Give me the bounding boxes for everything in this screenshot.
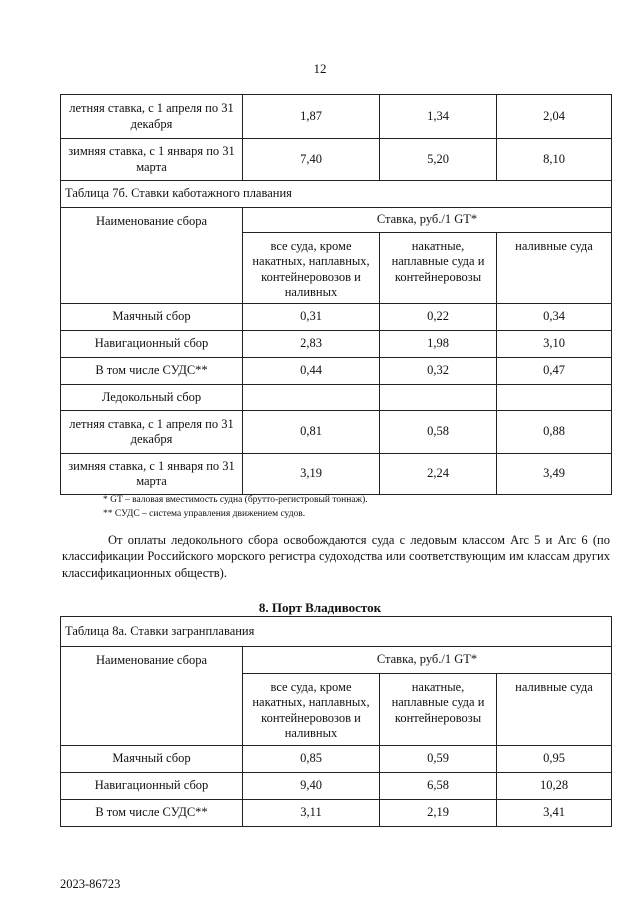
rate-cell: 0,95: [497, 746, 612, 773]
rate-cell: 3,49: [497, 454, 612, 495]
column-header-all-vessels: все суда, кроме накатных, наплавных, контейнеровозов и наливных: [243, 674, 380, 746]
rate-cell: 1,87: [243, 95, 380, 139]
table-caption-row: [61, 617, 612, 647]
rate-cell: 3,10: [497, 331, 612, 358]
rate-cell: 1,34: [380, 95, 497, 139]
table-row: [61, 800, 612, 827]
fee-name-cell: Маячный сбор: [61, 746, 243, 773]
table-7b-cabotage-rates: [60, 94, 612, 495]
column-header-tankers: наливные суда: [497, 233, 612, 304]
fee-name-cell: Навигационный сбор: [61, 331, 243, 358]
fee-name-cell: В том числе СУДС**: [61, 800, 243, 827]
rate-cell: 2,19: [380, 800, 497, 827]
fee-name-header: Наименование сбора: [61, 208, 243, 304]
table-row: [61, 454, 612, 495]
rate-cell: 10,28: [497, 773, 612, 800]
rate-cell: 2,83: [243, 331, 380, 358]
rate-cell: 5,20: [380, 139, 497, 181]
table-row: [61, 139, 612, 181]
rate-cell: 0,31: [243, 304, 380, 331]
rate-cell: 6,58: [380, 773, 497, 800]
rate-cell: 0,81: [243, 411, 380, 454]
table-header-row: [61, 208, 612, 233]
section-heading: 8. Порт Владивосток: [258, 600, 382, 615]
rate-cell: 0,58: [380, 411, 497, 454]
rate-cell: 0,88: [497, 411, 612, 454]
document-number: 2023-86723: [60, 877, 121, 891]
fee-name-cell: Ледокольный сбор: [61, 385, 243, 411]
table-8a-foreign-rates: [60, 616, 612, 827]
rate-cell: 0,85: [243, 746, 380, 773]
footnote-gt: * GT – валовая вместимость судна (брутто-регистровый тоннаж).: [103, 495, 368, 505]
column-header-roro-container: накатные, наплавные суда и контейнеровозы: [380, 674, 497, 746]
icebreaker-exemption-paragraph: От оплаты ледокольного сбора освобождаются суда с ледовым классом Arc 5 и Arc 6 (по классификации Российского морского регистра судоходства или соответствующим им классам других классификационных обществ).: [62, 533, 610, 580]
column-header-roro-container: накатные, наплавные суда и контейнеровозы: [380, 233, 497, 304]
rate-cell: 1,98: [380, 331, 497, 358]
fee-name-cell: Навигационный сбор: [61, 773, 243, 800]
table-caption: Таблица 7б. Ставки каботажного плавания: [61, 181, 612, 208]
table-row: [61, 304, 612, 331]
table-row: [61, 746, 612, 773]
rate-cell: 3,11: [243, 800, 380, 827]
table-row: [61, 385, 612, 411]
rate-cell: 8,10: [497, 139, 612, 181]
rate-cell: 0,32: [380, 358, 497, 385]
fee-name-cell: зимняя ставка, с 1 января по 31 марта: [61, 139, 243, 181]
rate-cell: 9,40: [243, 773, 380, 800]
footnotes: [103, 494, 368, 522]
rate-cell: 0,22: [380, 304, 497, 331]
table-caption: Таблица 8а. Ставки загранплавания: [61, 617, 612, 647]
rate-header: Ставка, руб./1 GT*: [243, 208, 612, 233]
column-header-all-vessels: все суда, кроме накатных, наплавных, контейнеровозов и наливных: [243, 233, 380, 304]
rate-cell: 0,34: [497, 304, 612, 331]
fee-name-cell: летняя ставка, с 1 апреля по 31 декабря: [61, 95, 243, 139]
rate-cell: 7,40: [243, 139, 380, 181]
table-row: [61, 411, 612, 454]
rate-cell: 0,47: [497, 358, 612, 385]
page-number: 12: [313, 61, 327, 76]
table-caption-row: [61, 181, 612, 208]
rate-cell: 2,24: [380, 454, 497, 495]
footnote-suds: ** СУДС – система управления движением судов.: [103, 508, 306, 519]
rate-cell: 3,19: [243, 454, 380, 495]
column-header-tankers: наливные суда: [497, 674, 612, 746]
table-row: [61, 95, 612, 139]
rate-cell: 0,44: [243, 358, 380, 385]
fee-name-header: Наименование сбора: [61, 647, 243, 746]
table-row: [61, 773, 612, 800]
rate-cell: [497, 385, 612, 411]
rate-cell: 2,04: [497, 95, 612, 139]
rate-header: Ставка, руб./1 GT*: [243, 647, 612, 674]
table-row: [61, 358, 612, 385]
rate-cell: 0,59: [380, 746, 497, 773]
fee-name-cell: В том числе СУДС**: [61, 358, 243, 385]
rate-cell: [380, 385, 497, 411]
rate-cell: [243, 385, 380, 411]
table-header-row: [61, 647, 612, 674]
fee-name-cell: зимняя ставка, с 1 января по 31 марта: [61, 454, 243, 495]
table-row: [61, 331, 612, 358]
fee-name-cell: Маячный сбор: [61, 304, 243, 331]
fee-name-cell: летняя ставка, с 1 апреля по 31 декабря: [61, 411, 243, 454]
rate-cell: 3,41: [497, 800, 612, 827]
